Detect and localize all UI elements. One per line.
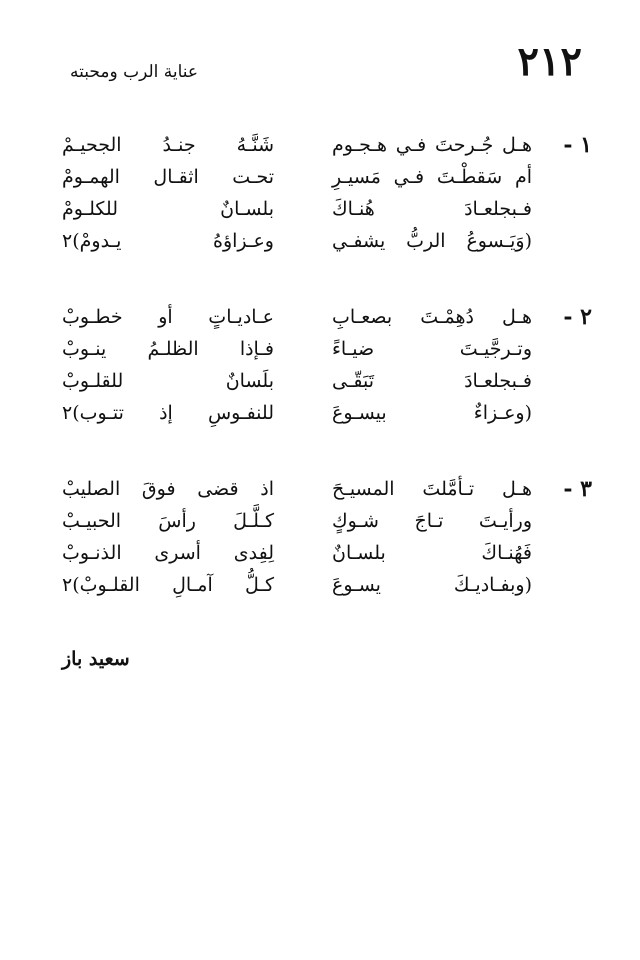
- verse-second-hemistich: بلَسانٌ للقلـوبْ: [62, 370, 274, 392]
- verse-second-hemistich: شَنَّـهُ جنـدُ الجحيـمْ: [62, 134, 274, 156]
- author-signature: سعيد باز: [62, 648, 130, 670]
- verse-first-hemistich: (وَيَـسوعُ الربُّ يشفـي: [332, 230, 532, 252]
- stanza-number: ٢ -: [563, 304, 592, 330]
- stanza-2: [62, 302, 592, 426]
- verse-first-hemistich: فَهُنـاكَ بلسـانٌ: [332, 542, 532, 564]
- verse-first-hemistich: فـبجلعـادَ تَبَقّـى: [332, 370, 532, 392]
- verse-line: [62, 130, 592, 161]
- verse-first-hemistich: ورأيـتَ تـاجَ شـوكٍ: [332, 510, 532, 532]
- verse-second-hemistich: كـلُّ آمـالِ القلـوبْ)٢: [62, 574, 274, 596]
- verse-first-hemistich: (وبفـاديـكَ يسـوعَ: [332, 574, 532, 596]
- verse-line: [62, 162, 592, 193]
- verse-line: [62, 506, 592, 537]
- verse-first-hemistich: وتـرجَّيـتَ ضيـاءً: [332, 338, 532, 360]
- verse-line: [62, 570, 592, 601]
- verse-second-hemistich: عـاديـاتٍ أو خطـوبْ: [62, 306, 274, 328]
- verse-first-hemistich: هـل جُـرحتَ فـي هـجـوم: [332, 134, 532, 156]
- running-header-title: عناية الرب ومحبته: [70, 62, 199, 82]
- verse-first-hemistich: هـل تـأمَّلتَ المسيـحَ: [332, 478, 532, 500]
- stanza-3: [62, 474, 592, 598]
- verse-first-hemistich: هـل دُهِمْـتَ بصعـابِ: [332, 306, 532, 328]
- page-number: ٢١٢: [517, 38, 582, 85]
- verse-line: [62, 366, 592, 397]
- verse-line: [62, 474, 592, 505]
- verse-second-hemistich: اذ قضى فوقَ الصليبْ: [62, 478, 274, 500]
- verse-first-hemistich: (وعـزاءٌ بيسـوعَ: [332, 402, 532, 424]
- verse-second-hemistich: كـلَّـلَ رأسَ الحبيـبْ: [62, 510, 274, 532]
- verse-line: [62, 302, 592, 333]
- verse-second-hemistich: للنفـوسِ إذ تتـوب)٢: [62, 402, 274, 424]
- verse-second-hemistich: تحـت اثقـال الهمـومْ: [62, 166, 274, 188]
- stanza-number: ٣ -: [563, 476, 592, 502]
- verse-second-hemistich: بلسـانٌ للكلـومْ: [62, 198, 274, 220]
- verse-first-hemistich: فـبجلعـادَ هُنـاكَ: [332, 198, 532, 220]
- verse-line: [62, 226, 592, 257]
- stanza-number: ١ -: [563, 132, 592, 158]
- stanza-1: [62, 130, 592, 254]
- verse-line: [62, 334, 592, 365]
- verse-line: [62, 194, 592, 225]
- verse-second-hemistich: لِفِدى أسرى الذنـوبْ: [62, 542, 274, 564]
- verse-line: [62, 538, 592, 569]
- verse-second-hemistich: وعـزاؤهُ يـدومْ)٢: [62, 230, 274, 252]
- verse-first-hemistich: أم سَقطْـتَ فـي مَسيـرِ: [332, 166, 532, 188]
- verse-second-hemistich: فـإذا الظلـمُ ينـوبْ: [62, 338, 274, 360]
- verse-line: [62, 398, 592, 429]
